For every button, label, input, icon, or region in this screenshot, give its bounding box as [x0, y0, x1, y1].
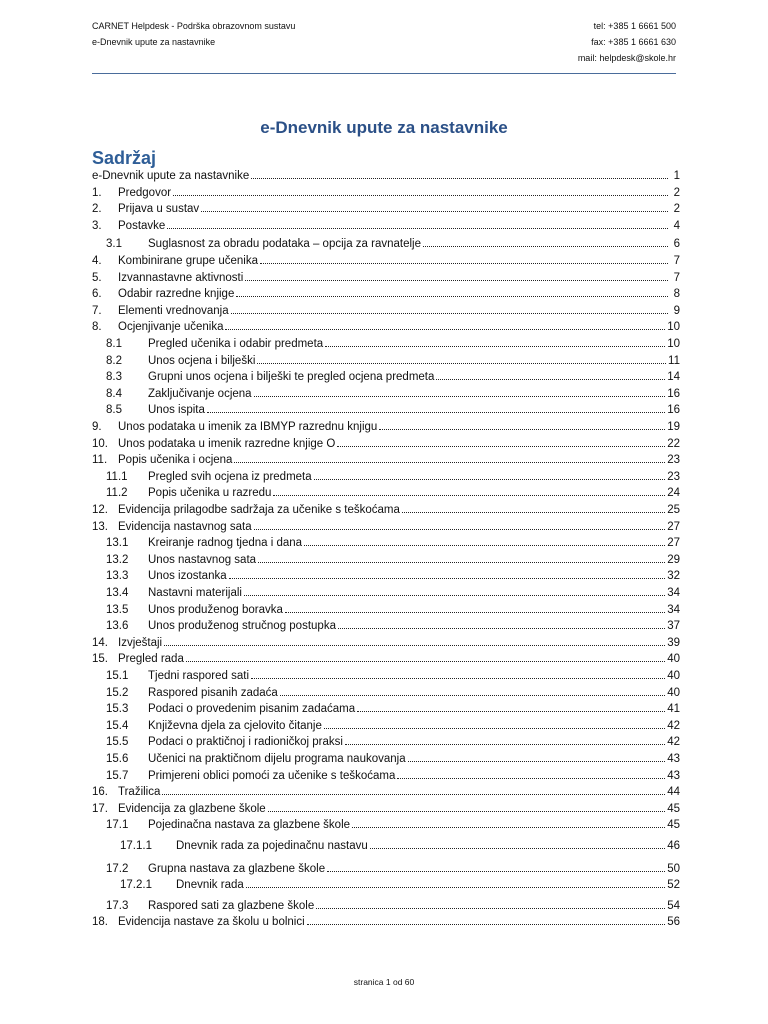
toc-entry-number: 5.: [92, 271, 102, 284]
toc-leader-dots: [402, 511, 665, 513]
toc-entry[interactable]: [92, 185, 680, 201]
toc-entry-title: Tražilica: [118, 786, 161, 799]
toc-entry-title: Tjedni raspored sati: [148, 670, 249, 682]
toc-entry-number: 15.6: [106, 753, 129, 765]
toc-leader-dots: [327, 870, 665, 872]
toc-entry-number: 15.2: [106, 686, 129, 699]
header-right: [578, 18, 676, 66]
header-mail: mail: helpdesk@skole.hr: [577, 53, 676, 63]
toc-entry-number: 8.2: [106, 354, 122, 367]
toc-entry-number: 3.: [92, 219, 102, 232]
toc-entry-title: Unos izostanka: [148, 570, 227, 583]
toc-leader-dots: [251, 177, 668, 179]
toc-entry[interactable]: [92, 469, 680, 485]
toc-entry-page: 46: [667, 840, 680, 852]
toc-entry-title: Evidencija prilagodbe sadržaja za učenike s teškoćama: [118, 504, 400, 516]
toc-entry-number: 8.1: [106, 338, 122, 350]
toc-entry-number: 11.2: [106, 487, 128, 500]
toc-entry-title: Dnevnik rada za pojedinačnu nastavu: [176, 840, 368, 852]
toc-entry-page: 56: [667, 916, 680, 929]
toc-entry-title: Popis učenika i ocjena: [118, 454, 233, 467]
toc-leader-dots: [258, 561, 665, 563]
toc-entry[interactable]: [92, 784, 680, 800]
toc-entry[interactable]: [92, 303, 680, 319]
toc-entry[interactable]: [92, 286, 680, 302]
toc-entry-number: 9.: [92, 421, 102, 433]
toc-entry[interactable]: [92, 386, 680, 402]
toc-entry-title: Evidencija nastavnog sata: [118, 520, 252, 533]
toc-entry-page: 27: [667, 537, 680, 550]
header-phone: tel: +385 1 6661 500: [593, 21, 676, 31]
toc-entry-number: 13.5: [106, 603, 129, 616]
toc-entry[interactable]: [92, 618, 680, 634]
toc-entry-page: 45: [667, 802, 680, 815]
toc-entry-title: Raspored sati za glazbene škole: [148, 899, 315, 912]
toc-entry-page: 45: [667, 819, 680, 832]
toc-entry[interactable]: [92, 218, 680, 234]
toc-entry-number: 17.: [92, 802, 108, 815]
toc-leader-dots: [370, 847, 665, 849]
toc-entry-page: 4: [673, 219, 680, 232]
toc-leader-dots: [280, 694, 665, 696]
toc-entry-page: 34: [667, 603, 680, 616]
toc-entry-page: 40: [667, 653, 680, 666]
toc-entry-number: 15.5: [106, 736, 129, 749]
toc-entry[interactable]: [92, 768, 680, 784]
toc-entry-number: 15.4: [106, 719, 129, 732]
toc-entry-title: Evidencija nastave za školu u bolnici: [118, 916, 305, 929]
toc-leader-dots: [162, 793, 665, 795]
toc-entry-number: 3.1: [106, 238, 122, 251]
toc-entry-number: 15.: [92, 653, 108, 666]
toc-entry-title: e-Dnevnik upute za nastavnike: [92, 170, 250, 182]
toc-entry[interactable]: [92, 668, 680, 684]
toc-entry-number: 10.: [92, 437, 108, 450]
toc-entry-title: Izvještaji: [118, 636, 163, 649]
toc-entry[interactable]: [92, 236, 680, 252]
toc-entry-page: 10: [667, 338, 680, 350]
toc-entry-page: 42: [667, 719, 680, 732]
toc-entry-number: 8.3: [106, 371, 122, 384]
toc-entry-title: Unos podataka u imenik za IBMYP razrednu knjigu: [118, 421, 378, 433]
toc-entry-page: 44: [667, 786, 680, 799]
toc-leader-dots: [423, 245, 668, 247]
toc-entry[interactable]: [92, 552, 680, 568]
toc-entry-page: 54: [667, 899, 680, 912]
toc-entry-number: 1.: [92, 186, 102, 199]
toc-entry-title: Raspored pisanih zadaća: [148, 686, 278, 699]
toc-entry[interactable]: [92, 568, 680, 584]
toc-entry-title: Unos nastavnog sata: [148, 553, 257, 566]
toc-entry-title: Unos ispita: [148, 404, 205, 417]
toc-entry-page: 42: [667, 736, 680, 749]
toc-entry-page: 52: [667, 879, 680, 892]
toc-entry-page: 2: [673, 203, 680, 216]
toc-entry-page: 19: [667, 421, 680, 433]
toc-entry-number: 17.2: [106, 862, 129, 875]
toc-leader-dots: [225, 328, 665, 330]
toc-leader-dots: [257, 362, 666, 364]
toc-heading: Sadržaj: [92, 148, 157, 168]
toc-entry[interactable]: [92, 168, 680, 184]
toc-entry[interactable]: [92, 452, 680, 468]
toc-leader-dots: [251, 677, 665, 679]
toc-entry[interactable]: [92, 817, 680, 833]
toc-entry[interactable]: [92, 861, 680, 877]
toc-leader-dots: [324, 727, 665, 729]
toc-entry-page: 39: [667, 636, 680, 649]
toc-entry-title: Učenici na praktičnom dijelu programa naukovanja: [148, 753, 406, 765]
toc-leader-dots: [408, 760, 666, 762]
toc-entry-page: 16: [667, 404, 680, 417]
toc-entry-page: 16: [667, 387, 680, 400]
toc-entry[interactable]: [92, 701, 680, 717]
toc-entry-number: 8.4: [106, 387, 122, 400]
toc-leader-dots: [345, 743, 665, 745]
toc-entry-title: Grupni unos ocjena i bilješki te pregled ocjena predmeta: [148, 371, 435, 384]
toc-leader-dots: [254, 395, 666, 397]
toc-entry-page: 7: [673, 271, 680, 284]
toc-entry-number: 11.: [92, 454, 108, 467]
toc-entry-page: 43: [667, 753, 680, 765]
document-title: e-Dnevnik upute za nastavnike: [260, 118, 508, 137]
toc-entry[interactable]: [92, 651, 680, 667]
toc-leader-dots: [254, 528, 666, 530]
toc-leader-dots: [397, 777, 665, 779]
toc-entry[interactable]: [92, 201, 680, 217]
toc-leader-dots: [379, 428, 665, 430]
toc-entry-number: 16.: [92, 786, 108, 799]
toc-entry[interactable]: [92, 485, 680, 501]
toc-entry-number: 7.: [92, 304, 102, 317]
header-divider: [92, 73, 676, 74]
toc-entry-title: Izvannastavne aktivnosti: [118, 271, 244, 284]
toc-entry[interactable]: [92, 718, 680, 734]
toc-entry-title: Pregled svih ocjena iz predmeta: [148, 470, 312, 483]
toc-entry[interactable]: [92, 369, 680, 385]
toc-entry-number: 8.: [92, 321, 102, 334]
toc-leader-dots: [352, 826, 665, 828]
toc-leader-dots: [245, 279, 668, 281]
toc-entry-number: 13.2: [106, 553, 129, 566]
toc-entry-page: 6: [673, 238, 680, 251]
toc-entry-number: 17.2.1: [120, 879, 152, 892]
toc-entry[interactable]: [92, 838, 680, 854]
toc-entry-title: Popis učenika u razredu: [148, 487, 272, 500]
toc-entry-page: 24: [667, 487, 680, 500]
toc-entry-title: Podaci o praktičnoj i radioničkoj praksi: [148, 736, 343, 749]
toc-entry-page: 11: [668, 354, 680, 367]
toc-entry-number: 8.5: [106, 404, 122, 417]
toc-entry-page: 32: [667, 570, 680, 583]
toc-leader-dots: [307, 923, 666, 925]
toc-entry[interactable]: [92, 877, 680, 893]
toc-entry[interactable]: [92, 419, 680, 435]
toc-leader-dots: [314, 478, 666, 480]
toc-entry-title: Dnevnik rada: [176, 879, 244, 892]
toc-leader-dots: [273, 494, 665, 496]
toc-leader-dots: [268, 810, 666, 812]
toc-entry-page: 22: [667, 437, 680, 450]
toc-entry-title: Pojedinačna nastava za glazbene škole: [148, 819, 351, 832]
toc-leader-dots: [304, 544, 665, 546]
toc-entry-title: Prijava u sustav: [118, 203, 200, 216]
toc-leader-dots: [357, 710, 665, 712]
toc-entry-number: 15.1: [106, 670, 129, 682]
toc-entry[interactable]: [92, 734, 680, 750]
toc-entry-page: 50: [667, 862, 680, 875]
toc-leader-dots: [260, 262, 668, 264]
toc-entry[interactable]: [92, 402, 680, 418]
toc-entry-page: 8: [673, 288, 680, 301]
toc-entry[interactable]: [92, 635, 680, 651]
toc-leader-dots: [236, 295, 668, 297]
toc-entry[interactable]: [92, 602, 680, 618]
toc-entry-title: Primjereni oblici pomoći za učenike s teškoćama: [148, 769, 396, 782]
toc-leader-dots: [337, 445, 665, 447]
toc-entry-page: 29: [667, 553, 680, 566]
toc-entry-number: 13.3: [106, 570, 129, 583]
toc-entry-number: 13.1: [106, 537, 129, 550]
toc-entry[interactable]: [92, 685, 680, 701]
toc-entry-title: Kombinirane grupe učenika: [118, 255, 259, 267]
toc-entry[interactable]: [92, 319, 680, 335]
toc-entry-number: 17.1: [106, 819, 129, 832]
toc-entry-page: 7: [673, 255, 680, 267]
toc-entry-page: 41: [667, 703, 680, 716]
toc-entry-number: 15.7: [106, 769, 129, 782]
toc-entry-title: Nastavni materijali: [148, 587, 242, 599]
toc-entry-title: Unos produženog boravka: [148, 603, 283, 616]
toc-entry-number: 14.: [92, 636, 108, 649]
toc-entry-page: 10: [667, 321, 680, 334]
toc-entry-title: Kreiranje radnog tjedna i dana: [148, 537, 303, 550]
toc-entry-page: 43: [667, 769, 680, 782]
toc-entry[interactable]: [92, 502, 680, 518]
toc-entry-page: 37: [667, 620, 680, 633]
toc-entry-title: Pregled rada: [118, 653, 184, 666]
toc-entry-page: 14: [667, 371, 680, 384]
toc-leader-dots: [167, 227, 668, 229]
toc-entry-page: 27: [667, 520, 680, 533]
toc-entry[interactable]: [92, 585, 680, 601]
toc-entry-title: Podaci o provedenim pisanim zadaćama: [148, 703, 356, 716]
toc-entry-page: 9: [673, 304, 680, 317]
toc-leader-dots: [229, 577, 666, 579]
toc-entry-title: Postavke: [118, 219, 166, 232]
toc-entry-title: Evidencija za glazbene škole: [118, 802, 266, 815]
toc-entry-page: 1: [673, 170, 680, 182]
toc-entry-page: 25: [667, 504, 680, 516]
toc-leader-dots: [207, 411, 665, 413]
header-org: CARNET Helpdesk - Podrška obrazovnom sustavu: [92, 21, 296, 31]
toc-entry-title: Ocjenjivanje učenika: [118, 321, 224, 334]
toc-entry-number: 13.6: [106, 620, 129, 633]
toc-entry-number: 17.1.1: [120, 840, 152, 852]
toc-leader-dots: [231, 312, 668, 314]
toc-entry[interactable]: [92, 336, 680, 352]
toc-leader-dots: [244, 594, 665, 596]
toc-leader-dots: [173, 194, 668, 196]
toc-entry-title: Unos produženog stručnog postupka: [148, 620, 336, 633]
toc-entry[interactable]: [92, 751, 680, 767]
toc-entry-page: 40: [667, 686, 680, 699]
toc-entry-number: 17.3: [106, 899, 129, 912]
toc-entry-title: Unos ocjena i bilješki: [148, 354, 256, 367]
toc-leader-dots: [164, 644, 665, 646]
toc-entry[interactable]: [92, 898, 680, 914]
toc-entry-page: 34: [667, 587, 680, 599]
toc-leader-dots: [201, 210, 668, 212]
toc-leader-dots: [316, 907, 665, 909]
header-doc-title: e-Dnevnik upute za nastavnike: [92, 37, 216, 47]
toc-leader-dots: [285, 611, 665, 613]
toc-entry-title: Odabir razredne knjige: [118, 288, 235, 301]
toc-entry[interactable]: [92, 353, 680, 369]
toc-entry-title: Grupna nastava za glazbene škole: [148, 862, 326, 875]
toc-entry[interactable]: [92, 519, 680, 535]
toc-entry-title: Predgovor: [118, 186, 172, 199]
toc-leader-dots: [186, 660, 665, 662]
toc-entry-number: 13.: [92, 520, 108, 533]
toc-entry-title: Književna djela za cjelovito čitanje: [148, 719, 322, 732]
toc-leader-dots: [338, 627, 665, 629]
header-fax: fax: +385 1 6661 630: [591, 37, 676, 47]
toc-entry-number: 18.: [92, 916, 108, 929]
toc-entry[interactable]: [92, 801, 680, 817]
toc-leader-dots: [234, 461, 665, 463]
toc-leader-dots: [246, 886, 665, 888]
page-footer: stranica 1 od 60: [353, 977, 415, 987]
toc-entry-title: Suglasnost za obradu podataka – opcija za ravnatelje: [148, 238, 421, 251]
toc-entry[interactable]: [92, 253, 680, 269]
toc-entry-number: 4.: [92, 255, 102, 267]
toc-entry-page: 23: [667, 454, 680, 467]
toc-entry-title: Zaključivanje ocjena: [148, 387, 252, 400]
toc-entry[interactable]: [92, 270, 680, 286]
toc-entry-number: 13.4: [106, 587, 129, 599]
toc-leader-dots: [436, 378, 665, 380]
header-left: [92, 18, 295, 50]
toc-entry-title: Elementi vrednovanja: [118, 304, 229, 317]
toc-entry-title: Unos podataka u imenik razredne knjige O: [118, 437, 336, 450]
toc-entry-page: 40: [667, 670, 680, 682]
toc-leader-dots: [325, 345, 665, 347]
toc-entry-title: Pregled učenika i odabir predmeta: [148, 338, 324, 350]
toc-entry-page: 23: [667, 470, 680, 483]
toc-entry-number: 15.3: [106, 703, 129, 716]
toc-entry-number: 6.: [92, 288, 102, 301]
toc-entry-page: 2: [673, 186, 680, 199]
toc-entry-number: 12.: [92, 504, 108, 516]
toc-entry[interactable]: [92, 914, 680, 930]
toc-entry[interactable]: [92, 436, 680, 452]
toc-entry-number: 2.: [92, 203, 102, 216]
toc-entry-number: 11.1: [106, 470, 128, 483]
toc-entry[interactable]: [92, 535, 680, 551]
